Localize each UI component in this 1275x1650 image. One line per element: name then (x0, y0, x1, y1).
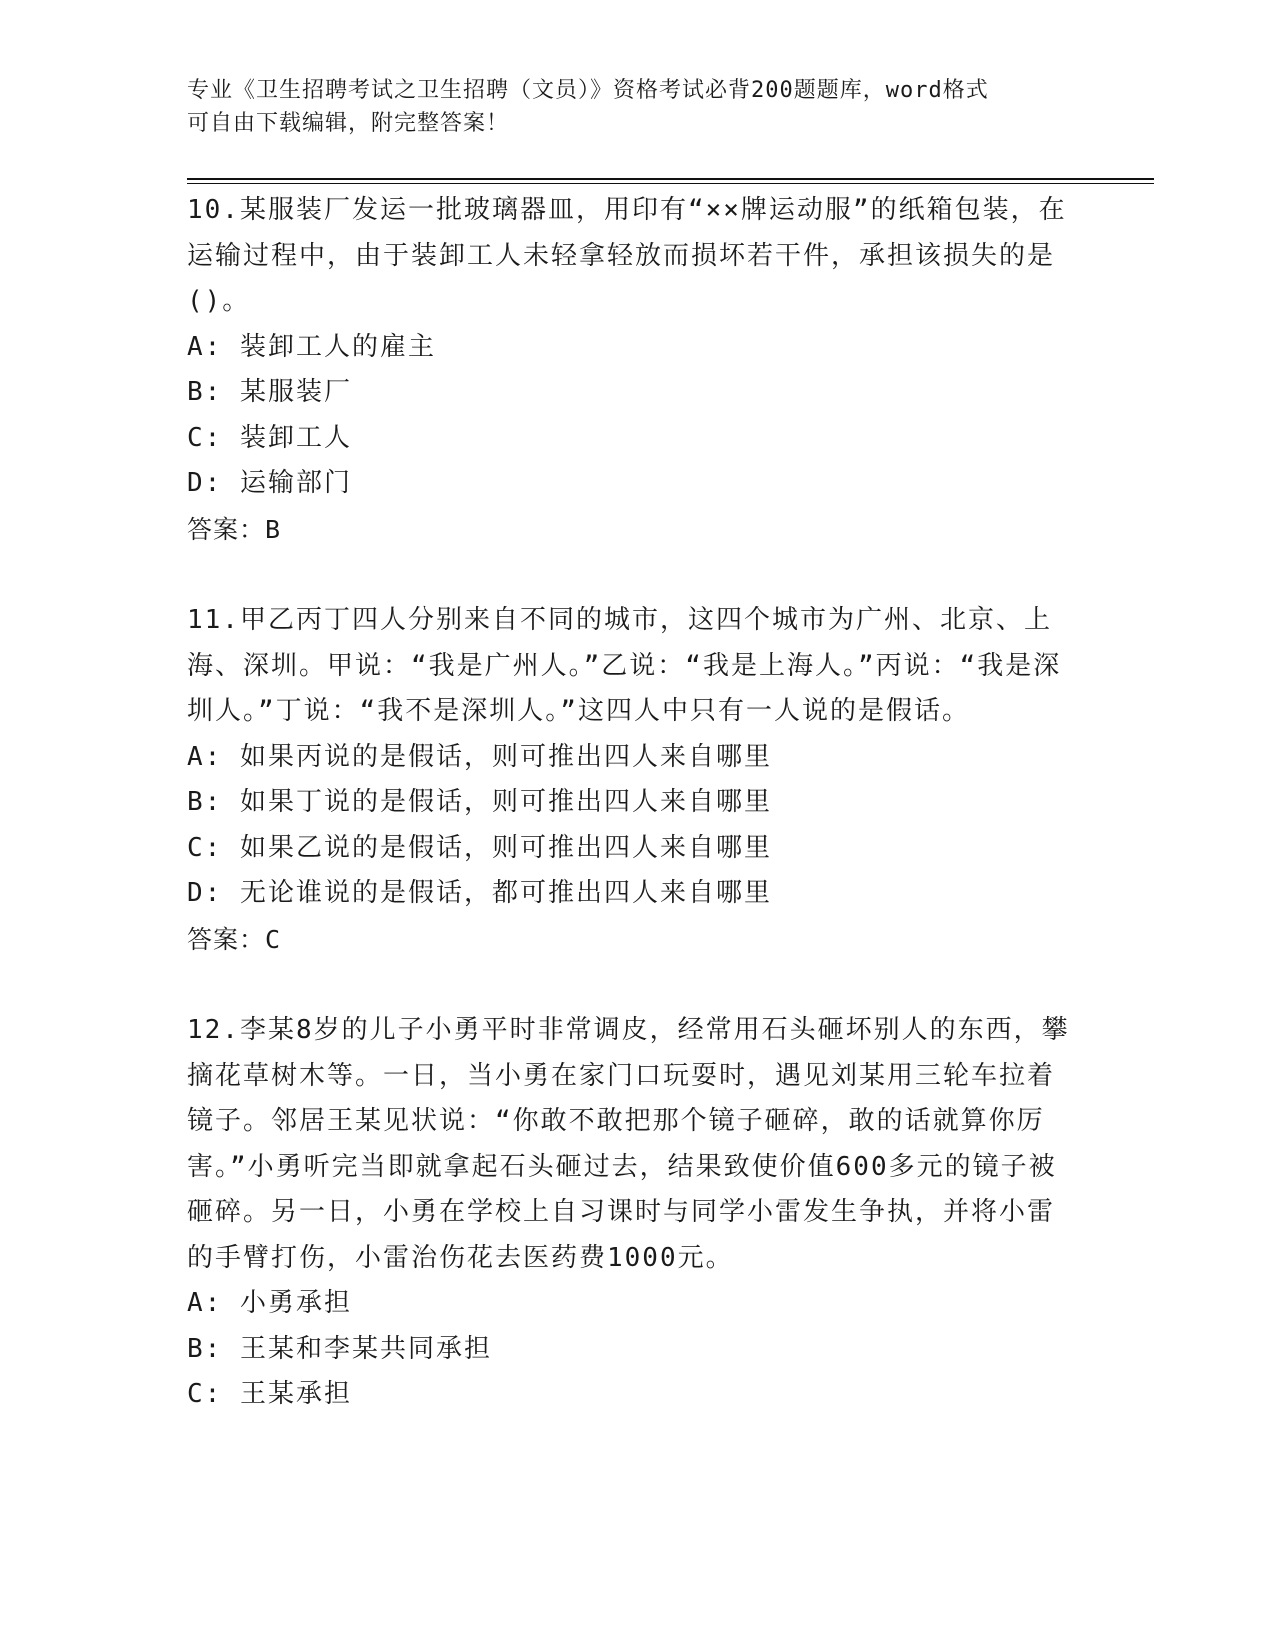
question-stem: 12.李某8岁的儿子小勇平时非常调皮，经常用石头砸坏别人的东西，攀摘花草树木等。一日，当小勇在家门口玩耍时，遇见刘某用三轮车拉着镜子。邻居王某见状说：“你敢不敢把那个镜子砸碎，敢的话就算你厉害。”小勇听完当即就拿起石头砸过去，结果致使价值600多元的镜子被砸碎。另一日，小勇在学校上自习课时与同学小雷发生争执，并将小雷的手臂打伤，小雷治伤花去医药费1000元。 (187, 1015, 1070, 1273)
option-c: C: 装卸工人 (187, 422, 352, 453)
option-a: A: 如果丙说的是假话，则可推出四人来自哪里 (187, 741, 772, 772)
question-stem: 10.某服装厂发运一批玻璃器皿，用印有“××牌运动服”的纸箱包装，在运输过程中，由于装卸工人未轻拿轻放而损坏若干件，承担该损失的是()。 (187, 195, 1067, 316)
question-stem: 11.甲乙丙丁四人分别来自不同的城市，这四个城市为广州、北京、上海、深圳。甲说：“我是广州人。”乙说：“我是上海人。”丙说：“我是深圳人。”丁说：“我不是深圳人。”这四人中只有一人说的是假话。 (187, 605, 1062, 726)
document-header (187, 74, 1067, 140)
option-b: B: 如果丁说的是假话，则可推出四人来自哪里 (187, 787, 772, 817)
header-title-line-1: 专业《卫生招聘考试之卫生招聘（文员）》资格考试必背200题题库，word格式 (187, 78, 989, 103)
option-d: D: 运输部门 (187, 468, 352, 498)
answer-line (187, 917, 1077, 963)
option-d: D: 无论谁说的是假话，都可推出四人来自哪里 (187, 878, 772, 908)
option-a: A: 装卸工人的雇主 (187, 331, 436, 362)
answer-line (187, 507, 1077, 553)
question-list (187, 188, 1077, 1464)
answer-label: 答案： (187, 514, 266, 544)
answer-key: C (265, 924, 282, 954)
header-title-line-2: 可自由下载编辑，附完整答案！ (187, 111, 510, 136)
header-divider-thin (187, 183, 1154, 184)
question-11 (187, 598, 1077, 962)
question-12 (187, 1008, 1077, 1418)
question-10 (187, 188, 1077, 552)
option-c: C: 如果乙说的是假话，则可推出四人来自哪里 (187, 832, 772, 863)
option-c: C: 王某承担 (187, 1379, 352, 1409)
answer-label: 答案： (187, 924, 266, 954)
option-b: B: 王某和李某共同承担 (187, 1333, 492, 1364)
answer-key: B (265, 514, 282, 544)
header-divider-thick (187, 178, 1154, 180)
option-b: B: 某服装厂 (187, 377, 352, 407)
option-a: A: 小勇承担 (187, 1288, 352, 1318)
